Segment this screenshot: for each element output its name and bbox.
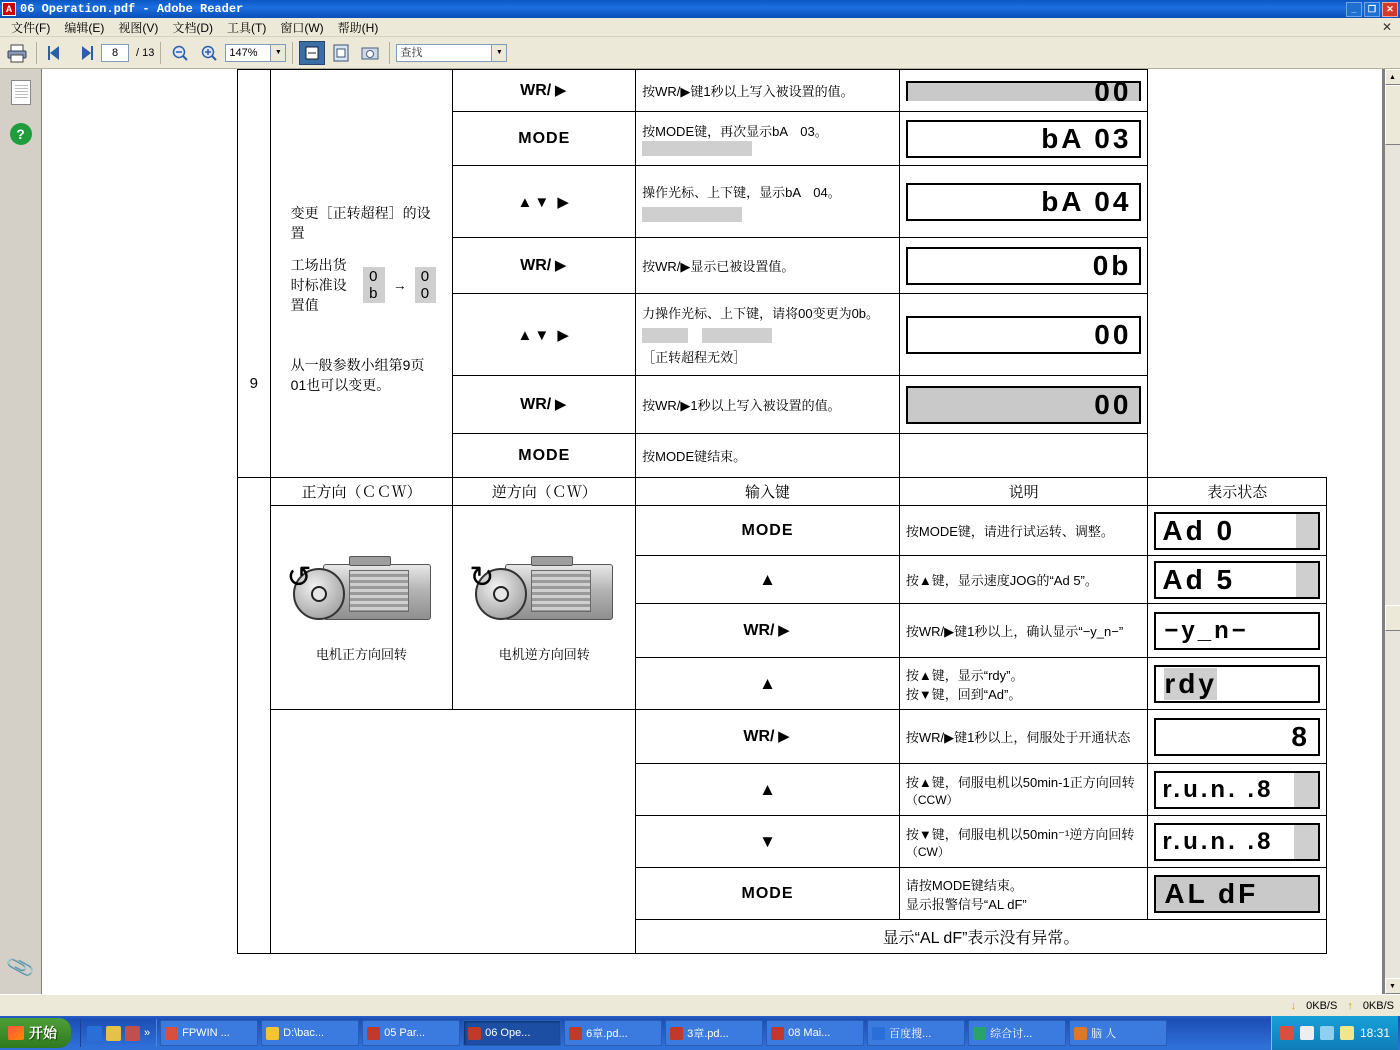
toolbar-separator-3 (292, 42, 293, 64)
network-arrow-icon: ↓ (1290, 999, 1297, 1012)
table-row (238, 710, 1327, 764)
taskbar-item-label: 06 Ope... (485, 1027, 531, 1039)
input-key-cell (636, 816, 900, 868)
explanation-cell (636, 70, 900, 112)
input-key-cell (636, 764, 900, 816)
ccw-arrow-icon: ↺ (286, 561, 312, 594)
app-icon (468, 1027, 481, 1040)
vertical-scrollbar[interactable] (1384, 69, 1400, 994)
key-label: MODE (518, 129, 571, 147)
table-row (238, 70, 1327, 112)
key-label: ▲ (759, 673, 776, 693)
display-value: Ad 5 (1162, 563, 1236, 595)
display-highlight (1294, 773, 1318, 807)
upload-rate: 0KB/S (1362, 999, 1394, 1012)
media-icon[interactable] (125, 1026, 140, 1041)
explanation-text: 力操作光标、上下键，请将00变更为0b。 (642, 306, 880, 322)
taskbar-item-label: 05 Par... (384, 1027, 426, 1039)
key-label: WR/ (743, 728, 775, 745)
step-desc-line1: 变更［正转超程］的设置 (290, 204, 431, 241)
taskbar-item-label: 3章.pd... (687, 1028, 729, 1040)
taskbar-item[interactable] (968, 1020, 1066, 1046)
navigation-sidebar (0, 69, 42, 994)
attachments-icon[interactable]: 📎 (5, 952, 37, 983)
zoom-in-icon[interactable] (196, 40, 222, 66)
pdf-page-view[interactable] (42, 69, 1384, 994)
explanation-text: 按WR/▶显示已被设置值。 (642, 259, 795, 274)
scrollbar-track[interactable] (1385, 85, 1400, 978)
app-icon (771, 1027, 784, 1040)
play-arrow-icon: ▶ (778, 728, 792, 745)
motor-ccw-illustration (287, 552, 437, 640)
display-lcd (1154, 612, 1320, 650)
explanation-cell (899, 658, 1148, 710)
explanation-text: 按MODE键结束。 (642, 449, 747, 464)
header-cw: 逆方向（ＣＷ） (453, 478, 636, 506)
explanation-cell (636, 294, 900, 376)
explanation-text: 按▼键，伺服电机以50min⁻¹逆方向回转 (905, 826, 1135, 842)
display-lcd (1154, 875, 1320, 913)
play-arrow-icon: ▶ (554, 82, 569, 99)
input-key-cell (453, 70, 636, 112)
ie-icon[interactable] (87, 1026, 102, 1041)
input-key-cell (636, 868, 900, 920)
key-label: MODE (518, 446, 571, 464)
redaction-highlight (642, 207, 742, 222)
menu-tools[interactable]: 工具(T) (227, 20, 267, 35)
app-icon (367, 1027, 380, 1040)
explanation-text: 按▲键，伺服电机以50min-1正方向回转 (905, 774, 1135, 790)
network-icon[interactable] (1320, 1026, 1334, 1040)
input-key-cell (636, 556, 900, 604)
display-highlight (1294, 825, 1318, 859)
input-key-cell (453, 434, 636, 478)
explanation-cell (899, 764, 1148, 816)
toolbar (0, 37, 1400, 69)
display-lcd (1154, 512, 1320, 550)
display-lcd (1154, 823, 1320, 861)
taskbar-item[interactable] (362, 1020, 460, 1046)
input-key-cell (453, 376, 636, 434)
motor-cw-illustration (469, 552, 619, 640)
cw-arrow-icon: ↻ (469, 561, 495, 594)
display-value: 8 (1291, 720, 1310, 752)
taskbar-item[interactable] (665, 1020, 763, 1046)
explanation-text-2: 显示报警信号“AL dF” (905, 896, 1027, 912)
empty-number-cell (238, 478, 271, 954)
key-label: ▲▼ ▶ (517, 326, 571, 344)
explanation-cell (636, 238, 900, 294)
toolbar-separator (36, 42, 37, 64)
display-cell (899, 70, 1148, 112)
display-cell (1148, 506, 1327, 556)
folder-icon[interactable] (106, 1026, 121, 1041)
quick-launch-bar (80, 1019, 157, 1047)
snapshot-icon[interactable] (357, 40, 383, 66)
display-cell (1148, 868, 1327, 920)
redaction-highlight-2 (702, 328, 772, 343)
menu-document[interactable]: 文档(D) (172, 20, 213, 35)
taskbar-item-label: 08 Mai... (788, 1027, 831, 1039)
explanation-text: 按WR/▶键1秒以上写入被设置的值。 (642, 84, 854, 99)
display-lcd (1154, 665, 1320, 703)
minimize-button[interactable]: _ (1346, 2, 1362, 17)
key-label: ▲▼ ▶ (517, 193, 571, 211)
display-cell (1148, 710, 1327, 764)
explanation-text-2: 按▼键，回到“Ad”。 (905, 686, 1022, 702)
display-cell (899, 112, 1148, 166)
toolbar-separator-2 (160, 42, 161, 64)
display-lcd (906, 386, 1142, 424)
taskbar-item[interactable] (261, 1020, 359, 1046)
key-label: ▲ (759, 569, 776, 589)
scrollbar-thumb-secondary[interactable] (1385, 605, 1400, 631)
display-cell (1148, 556, 1327, 604)
input-key-cell (453, 294, 636, 376)
step-desc-line2: 工场出货时标准设置值 (290, 256, 347, 313)
display-cell (899, 434, 1148, 478)
step-value-arrow: → (392, 276, 407, 293)
taskbar-item-active[interactable] (463, 1020, 561, 1046)
menu-window[interactable]: 窗口(W) (280, 20, 324, 35)
clock[interactable]: 18:31 (1359, 1026, 1390, 1040)
next-page-icon[interactable] (72, 40, 98, 66)
explanation-cell (899, 604, 1148, 658)
windows-flag-icon (8, 1026, 24, 1040)
taskbar-item[interactable] (564, 1020, 662, 1046)
operation-table (237, 69, 1327, 954)
scroll-down-button[interactable]: ▼ (1385, 978, 1400, 994)
key-label: MODE (741, 884, 794, 902)
taskbar-item[interactable] (766, 1020, 864, 1046)
page-number-input[interactable]: 8 (101, 44, 129, 62)
input-key-cell (453, 238, 636, 294)
explanation-text: 按WR/▶键1秒以上，伺服处于开通状态 (905, 730, 1131, 745)
app-icon (266, 1027, 279, 1040)
taskbar-item[interactable] (160, 1020, 258, 1046)
explanation-text-2: （CW） (905, 844, 950, 859)
key-label: WR/ (520, 82, 552, 99)
input-key-cell (453, 112, 636, 166)
table-header-row (238, 478, 1327, 506)
search-dropdown-icon[interactable]: ▼ (492, 44, 507, 62)
display-value: 00 (1094, 80, 1132, 101)
motor-area-filler (270, 710, 635, 954)
final-note: 显示“AL dF”表示没有异常。 (636, 920, 1327, 954)
table-row (238, 506, 1327, 556)
key-label: WR/ (520, 257, 552, 274)
display-value: bA 03 (1041, 122, 1132, 154)
page-total-label: / 13 (136, 46, 155, 59)
chevron-icon[interactable]: » (144, 1027, 151, 1039)
step-number-cell (238, 70, 271, 478)
explanation-text: 请按MODE键结束。 (905, 877, 1023, 893)
display-cell (899, 166, 1148, 238)
display-value: Ad 0 (1162, 514, 1236, 546)
pdf-page (42, 69, 1382, 994)
maximize-button[interactable]: ❐ (1364, 2, 1380, 17)
display-cell (899, 376, 1148, 434)
key-label: ▲ (759, 779, 776, 799)
volume-icon[interactable] (1300, 1026, 1314, 1040)
key-label: WR/ (743, 622, 775, 639)
display-value: rdy (1164, 667, 1217, 699)
display-lcd (1154, 718, 1320, 756)
explanation-text: 按▲键，显示速度JOG的“Ad 5”。 (905, 573, 1098, 588)
display-lcd (906, 247, 1142, 285)
header-ccw: 正方向（ＣＣＷ） (270, 478, 453, 506)
close-button[interactable]: ✕ (1382, 2, 1398, 17)
app-icon (569, 1027, 582, 1040)
display-cell (899, 294, 1148, 376)
taskbar (0, 1016, 1400, 1050)
motor-cw-cell (453, 506, 636, 710)
redaction-highlight (642, 328, 688, 343)
menubar (0, 18, 1400, 37)
display-value: −y_n− (1164, 616, 1249, 644)
upload-arrow-icon: ↑ (1347, 999, 1353, 1012)
display-lcd (1154, 561, 1320, 599)
explanation-cell (899, 816, 1148, 868)
fit-width-icon[interactable] (299, 41, 325, 65)
header-display-state: 表示状态 (1148, 478, 1327, 506)
start-label: 开始 (29, 1025, 57, 1041)
display-value: r.u.n. .8 (1162, 775, 1274, 803)
taskbar-item-label: 综合讨... (990, 1028, 1033, 1040)
adobe-reader-icon: A (2, 2, 16, 16)
play-arrow-icon: ▶ (554, 257, 569, 274)
display-value: 00 (1094, 388, 1132, 420)
system-tray (1271, 1016, 1398, 1050)
menu-help[interactable]: 帮助(H) (337, 20, 379, 35)
explanation-cell (636, 376, 900, 434)
motor-ccw-cell (270, 506, 453, 710)
explanation-text: 按▲键，显示“rdy”。 (905, 667, 1024, 683)
display-value: 00 (1094, 318, 1132, 350)
key-label: MODE (741, 521, 794, 539)
zoom-dropdown-icon[interactable]: ▼ (271, 44, 286, 62)
input-key-cell (636, 658, 900, 710)
toolbar-separator-4 (389, 42, 390, 64)
display-highlight (1296, 563, 1318, 597)
input-key-cell (636, 506, 900, 556)
explanation-cell (636, 434, 900, 478)
zoom-level-input[interactable]: 147% (225, 44, 271, 62)
app-icon (670, 1027, 683, 1040)
input-key-cell (636, 604, 900, 658)
explanation-cell (899, 710, 1148, 764)
header-explanation: 说明 (899, 478, 1148, 506)
taskbar-item-label: 百度搜... (889, 1028, 932, 1040)
header-input-key: 输入键 (636, 478, 900, 506)
explanation-cell (636, 166, 900, 238)
display-cell (1148, 604, 1327, 658)
explanation-cell (636, 112, 900, 166)
window-titlebar (0, 0, 1400, 18)
input-key-cell (636, 710, 900, 764)
help-icon[interactable]: ? (8, 121, 34, 147)
explanation-text-2: （CCW） (905, 792, 959, 807)
input-icon[interactable] (1340, 1026, 1354, 1040)
taskbar-item-label: 脑 人 (1091, 1028, 1117, 1040)
close-document-icon[interactable]: ✕ (1381, 20, 1392, 34)
key-label: WR/ (520, 396, 552, 413)
explanation-cell (899, 556, 1148, 604)
search-input[interactable]: 查找 (396, 44, 492, 62)
taskbar-item[interactable] (867, 1020, 965, 1046)
document-table-wrapper (237, 69, 1327, 954)
explanation-text: 按MODE键，请进行试运转、调整。 (905, 524, 1114, 539)
menu-edit[interactable]: 编辑(E) (64, 20, 105, 35)
display-value: r.u.n. .8 (1162, 827, 1274, 855)
explanation-text: 操作光标、上下键，显示bA 04。 (642, 184, 841, 200)
display-cell (1148, 658, 1327, 710)
app-icon (165, 1027, 178, 1040)
app-icon (1074, 1027, 1087, 1040)
display-lcd (1154, 771, 1320, 809)
display-value: 0b (1092, 249, 1132, 281)
step-description-cell (270, 70, 453, 478)
display-highlight (1296, 514, 1318, 548)
taskbar-item-label: FPWIN ... (182, 1027, 230, 1039)
explanation-text: 按MODE键，再次显示bA 03。 (642, 123, 828, 139)
explanation-cell (899, 868, 1148, 920)
shield-icon[interactable] (1280, 1026, 1294, 1040)
explanation-cell (899, 506, 1148, 556)
scrollbar-thumb[interactable] (1385, 85, 1400, 145)
pages-panel-icon[interactable] (8, 79, 34, 105)
app-icon (973, 1027, 986, 1040)
explanation-text-2: ［正转超程无效］ (642, 349, 747, 365)
redaction-highlight (642, 141, 752, 156)
display-cell (899, 238, 1148, 294)
app-icon (872, 1027, 885, 1040)
workspace (0, 69, 1400, 994)
window-controls (1346, 2, 1398, 17)
statusbar (0, 994, 1400, 1016)
step-desc-line3: 从一般参数小组第9页01也可以变更。 (290, 356, 425, 393)
display-lcd (906, 120, 1142, 158)
taskbar-item-label: D:\bac... (283, 1027, 325, 1039)
print-icon[interactable] (4, 40, 30, 66)
menu-view[interactable]: 视图(V) (118, 20, 159, 35)
taskbar-item-label: 6章.pd... (586, 1028, 628, 1040)
explanation-text: 按WR/▶1秒以上写入被设置的值。 (642, 398, 841, 413)
window-title: 06 Operation.pdf - Adobe Reader (20, 2, 244, 16)
zoom-out-icon[interactable] (167, 40, 193, 66)
fit-page-icon[interactable] (328, 40, 354, 66)
play-arrow-icon: ▶ (778, 622, 792, 639)
display-value: AL dF (1164, 877, 1259, 909)
start-button[interactable] (0, 1018, 71, 1048)
display-cell (1148, 816, 1327, 868)
scroll-up-button[interactable]: ▲ (1385, 69, 1400, 85)
display-lcd (906, 183, 1142, 221)
key-label: ▼ (759, 831, 776, 851)
display-value: bA 04 (1041, 185, 1132, 217)
step-number: 9 (249, 375, 258, 392)
display-cell (1148, 764, 1327, 816)
motor-ccw-caption: 电机正方向回转 (316, 647, 408, 662)
step-value-to: 0 0 (415, 267, 437, 303)
play-arrow-icon: ▶ (554, 396, 569, 413)
step-value-from: 0 b (363, 267, 385, 303)
motor-cw-caption: 电机逆方向回转 (498, 647, 590, 662)
explanation-text: 按WR/▶键1秒以上，确认显示“−y_n−” (905, 624, 1124, 639)
input-key-cell (453, 166, 636, 238)
taskbar-item[interactable] (1069, 1020, 1167, 1046)
previous-page-icon[interactable] (43, 40, 69, 66)
menu-file[interactable]: 文件(F) (11, 20, 51, 35)
download-rate: 0KB/S (1306, 999, 1338, 1012)
display-lcd (906, 316, 1142, 354)
